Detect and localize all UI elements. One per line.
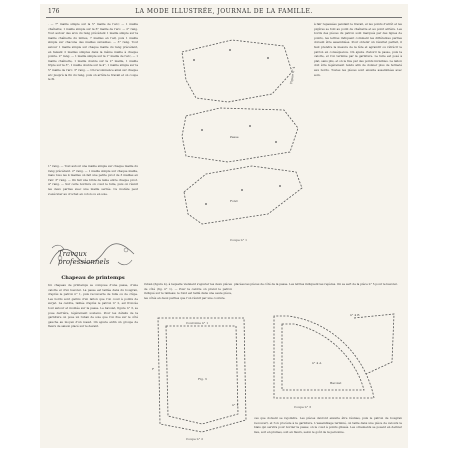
banner-ornament bbox=[48, 242, 136, 268]
fig2-label-d: F bbox=[152, 367, 155, 371]
figure-1-pattern bbox=[172, 28, 306, 236]
banner-title: Travaux professionnels bbox=[58, 250, 110, 266]
left-column-top-text: · — 7° maille simple sur la 5° maille de l'arc; — 1 maille chaînette; 1 maille simple sur la 6° maille de l'arc. — 2° rang. Tout autour des arcs du rang précédent 1 maille simple sur la maille chaînette du milieu, 7 mailles en l'air, puis 1 maille simple sur chacune des mailles suivantes. — 3° rang. Tout autour 1 maille simple sur chaque maille du rang précédent, en faisant 2 mailles simples dans la même maille à chaque pointe. 2° rang. — 1 maille simple sur la 1° maille de l'arc, — 1 maille chaînette, 1 maille double sur la 2° maille, 1 maille triple sur la 3°, 1 maille double sur la 4°, 1 maille simple sur la 5° maille de l'arc. 3° rang. — On recommence ainsi sur chaque arc jusqu'à la fin du rang, puis on arrête le travail et on coupe le fil. bbox=[48, 22, 139, 82]
fig2-label-a: Couronne n° 1 bbox=[186, 321, 209, 325]
fig3-label-a: n° 4 B bbox=[350, 313, 360, 317]
left-column-mid-text: 1° rang. — Tout autour une maille simple sur chaque maille du rang précédent. 2° rang. — 1 maille simple sur chaque maille, mais tous les 4 mailles on fait une petite picot de 3 mailles en l'air. 3° rang. — On fait une bride de laine entre chaque picot. 4° rang. — Sur cette bordure on coud le tulle, puis on réunit les deux parties avec une maille serrée. Ce modèle peut s'exécuter au crochet en coton ou en soie. bbox=[48, 164, 139, 196]
fig3-caption: Coupe n° 3 bbox=[294, 405, 311, 409]
fig1-label-c: Fond bbox=[230, 199, 238, 203]
left-column-bottom-text: Un chapeau de printemps se compose d'une passe, d'une calotte et d'un bavolet. La passe est taillée dans du bougran, d'après le patron n° 1, puis recouverte de tulle ou de crêpe. Les bords sont garnis d'un laiton que l'on coud à points de surjet. La calotte, taillée d'après le patron n° 2, est froncée tout autour et montée sur la passe. Le bavolet, figure n° 3, se pose derrière, légèrement soutenu. Pour les détails de la garniture on pose un ruban de soie que l'on fixe sur le côté gauche au moyen d'un nœud. On ajoute enfin un groupe de fleurs de saison placé sur le devant. bbox=[48, 283, 139, 329]
center-mid-text: ruban (figure 4), à laquelle viennent s'ajouter les deux pièces de côté (fig. n° 1). — Pour la calotte on prend le patron indiqué sur le tableau; le fond est taillé dans une seule pièce, les côtés en deux parties que l'on réunit par une couture. bbox=[144, 282, 233, 300]
right-column-bottom-text: ces que doivent se rejoindre. Les pièces devront ensuite être réunies, puis le patron de bougran recouvert, et l'on procède à la garniture. L'assemblage terminé, on taille dans une pièce de velours le biais qui servira pour border la passe; on le coud à points glissés. Les ornements se posent en dernier lieu, soit en plumes, soit en fleurs, selon le goût de la personne. bbox=[254, 416, 403, 434]
fig1-label-b: Passe bbox=[230, 135, 239, 139]
fig2-label-c: n° 1 bbox=[232, 403, 239, 407]
fig3-label-c: Bavolet bbox=[330, 381, 342, 385]
article-headline: Chapeau de printemps bbox=[61, 275, 125, 281]
page-number: 176 bbox=[48, 8, 60, 15]
fig1-caption: Coupe n° 1 bbox=[230, 238, 247, 242]
figure-3-pattern bbox=[254, 304, 404, 414]
journal-title: LA MODE ILLUSTRÉE, JOURNAL DE LA FAMILLE. bbox=[135, 8, 313, 15]
fig2-label-b: Fig. 3 bbox=[198, 377, 207, 381]
header-rule bbox=[46, 17, 402, 18]
figure-2-pattern bbox=[146, 310, 256, 442]
fig2-caption: Coupe n° 2 bbox=[186, 437, 203, 441]
fig3-label-b: n° 4 A bbox=[312, 361, 322, 365]
right-column-top-text: à fair repassées pendant le travail, et les points d'arrêt et les piqûres se font au point de chaînette et au point arrière. Les bords des pièces du patron sont marqués par des lignes de points, les lettres indiquent comment les différentes parties doivent être assemblées. Pour obtenir un résultat parfait, il faut prendre la mesure de la tête et agrandir ou rétrécir le patron en conséquence. On ajuste d'abord la passe, puis la calotte, et l'on termine par la garniture. Le tulle est posé à plat, sans plis, et on le fixe par des points invisibles. Le laiton doit être légèrement tendu afin de donner plus de fermeté aux bords. Toutes les pièces sont ensuite assemblées avec soin. bbox=[314, 22, 403, 77]
center-right-mid-text: placées les pièces de côté de la passe. Les lettres indiquent les repères. On se sert de la pièce n° 5 pour le bavolet. bbox=[234, 282, 398, 286]
fig1-label-a: Figure n° 4 bbox=[289, 66, 296, 85]
magazine-page bbox=[40, 4, 408, 448]
left-column-bottom bbox=[48, 272, 138, 444]
